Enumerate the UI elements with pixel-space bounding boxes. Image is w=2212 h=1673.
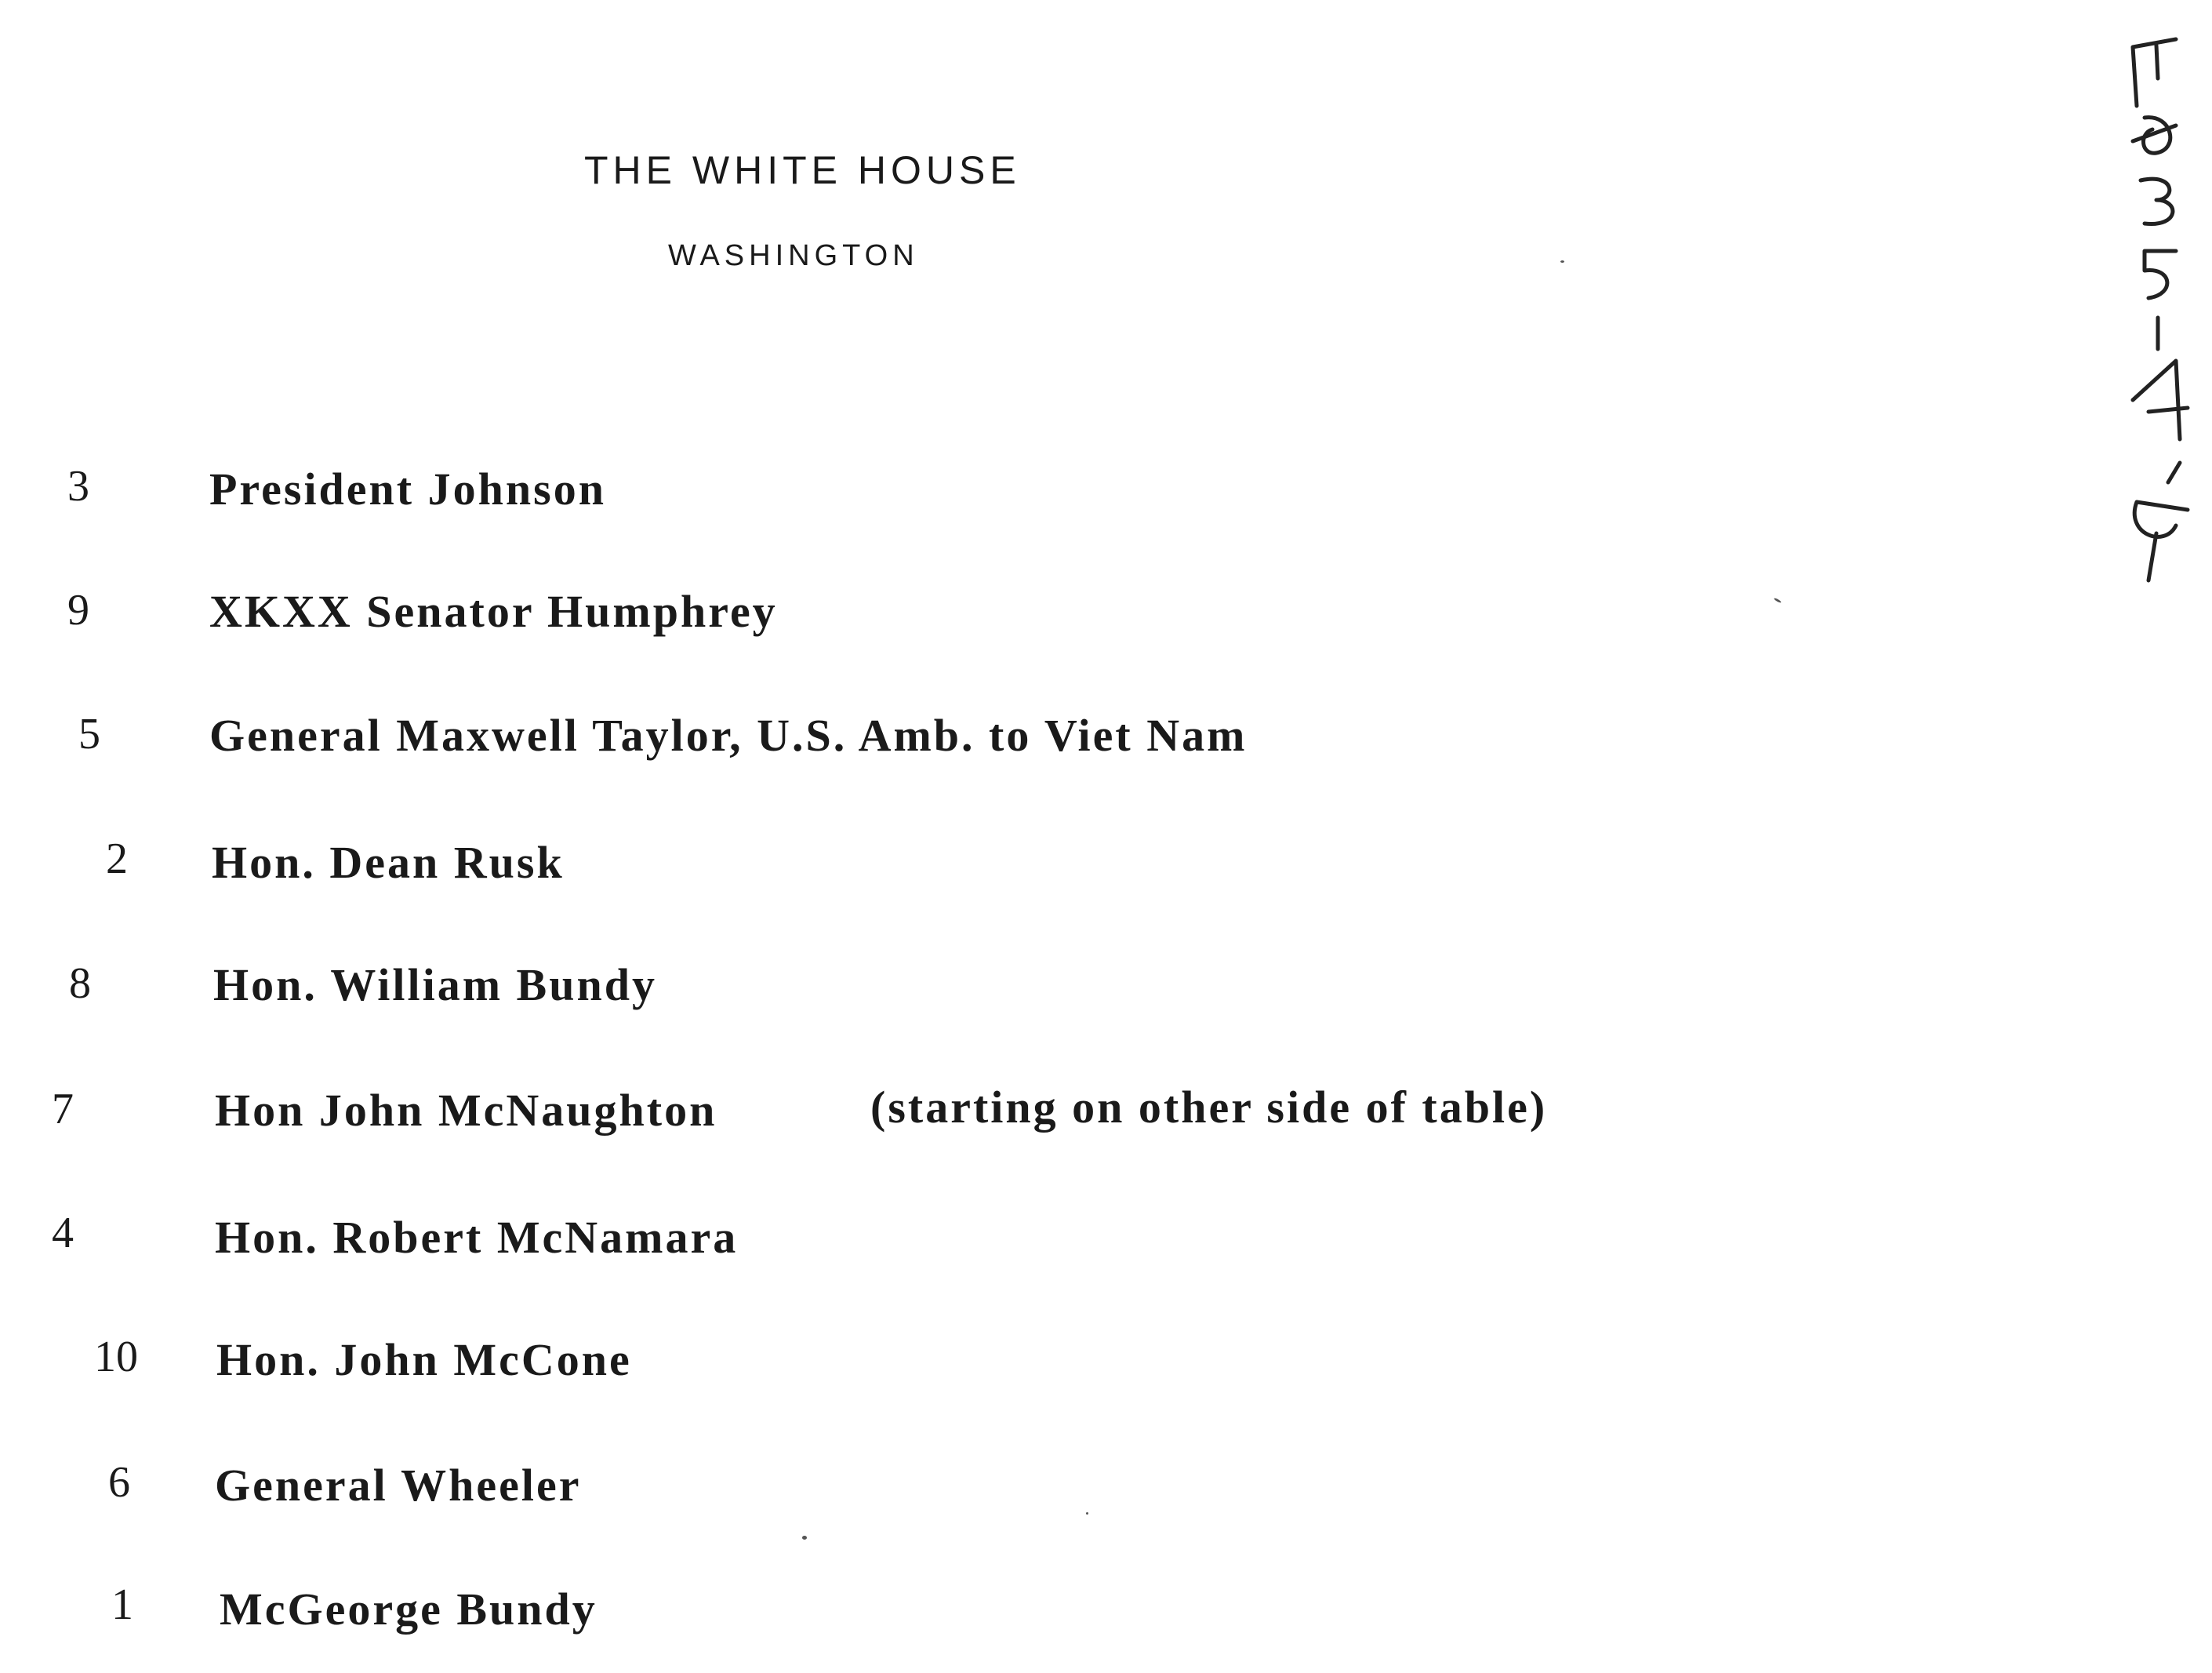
seat-number: 8 [69, 959, 91, 1008]
struck-out-text: XKXX [209, 586, 353, 637]
seat-number: 4 [52, 1209, 74, 1257]
seating-note: (starting on other side of table) [870, 1082, 1548, 1133]
scan-speck [1560, 260, 1564, 263]
scan-speck [1774, 598, 1782, 604]
letterhead-subtitle: WASHINGTON [668, 239, 919, 272]
seat-number: 9 [67, 586, 89, 635]
attendee-entry [209, 585, 778, 638]
attendee-name: General Maxwell Taylor, U.S. Amb. to Viet Nam [209, 710, 1248, 761]
handwritten-annotation [2101, 31, 2211, 596]
attendee-name: McGeorge Bundy [220, 1584, 597, 1635]
attendee-name: Hon. Robert McNamara [215, 1212, 739, 1263]
seat-number: 6 [108, 1458, 130, 1507]
attendee-name: Senator Humphrey [366, 586, 778, 637]
seat-number: 7 [52, 1085, 74, 1133]
attendee-name: General Wheeler [215, 1460, 582, 1511]
attendee-name: Hon John McNaughton [215, 1085, 717, 1136]
attendee-name: Hon. John McCone [216, 1334, 632, 1385]
seat-number: 5 [78, 710, 100, 758]
scan-speck [802, 1536, 807, 1540]
seat-number: 3 [67, 462, 89, 511]
attendee-name: Hon. William Bundy [213, 959, 658, 1010]
scan-speck [1086, 1512, 1088, 1515]
letterhead-title: THE WHITE HOUSE [584, 148, 1021, 192]
seat-number: 10 [94, 1333, 138, 1381]
seat-number: 1 [111, 1580, 133, 1629]
seat-number: 2 [106, 835, 128, 883]
attendee-name: Hon. Dean Rusk [212, 837, 565, 888]
attendee-name: President Johnson [209, 464, 606, 515]
